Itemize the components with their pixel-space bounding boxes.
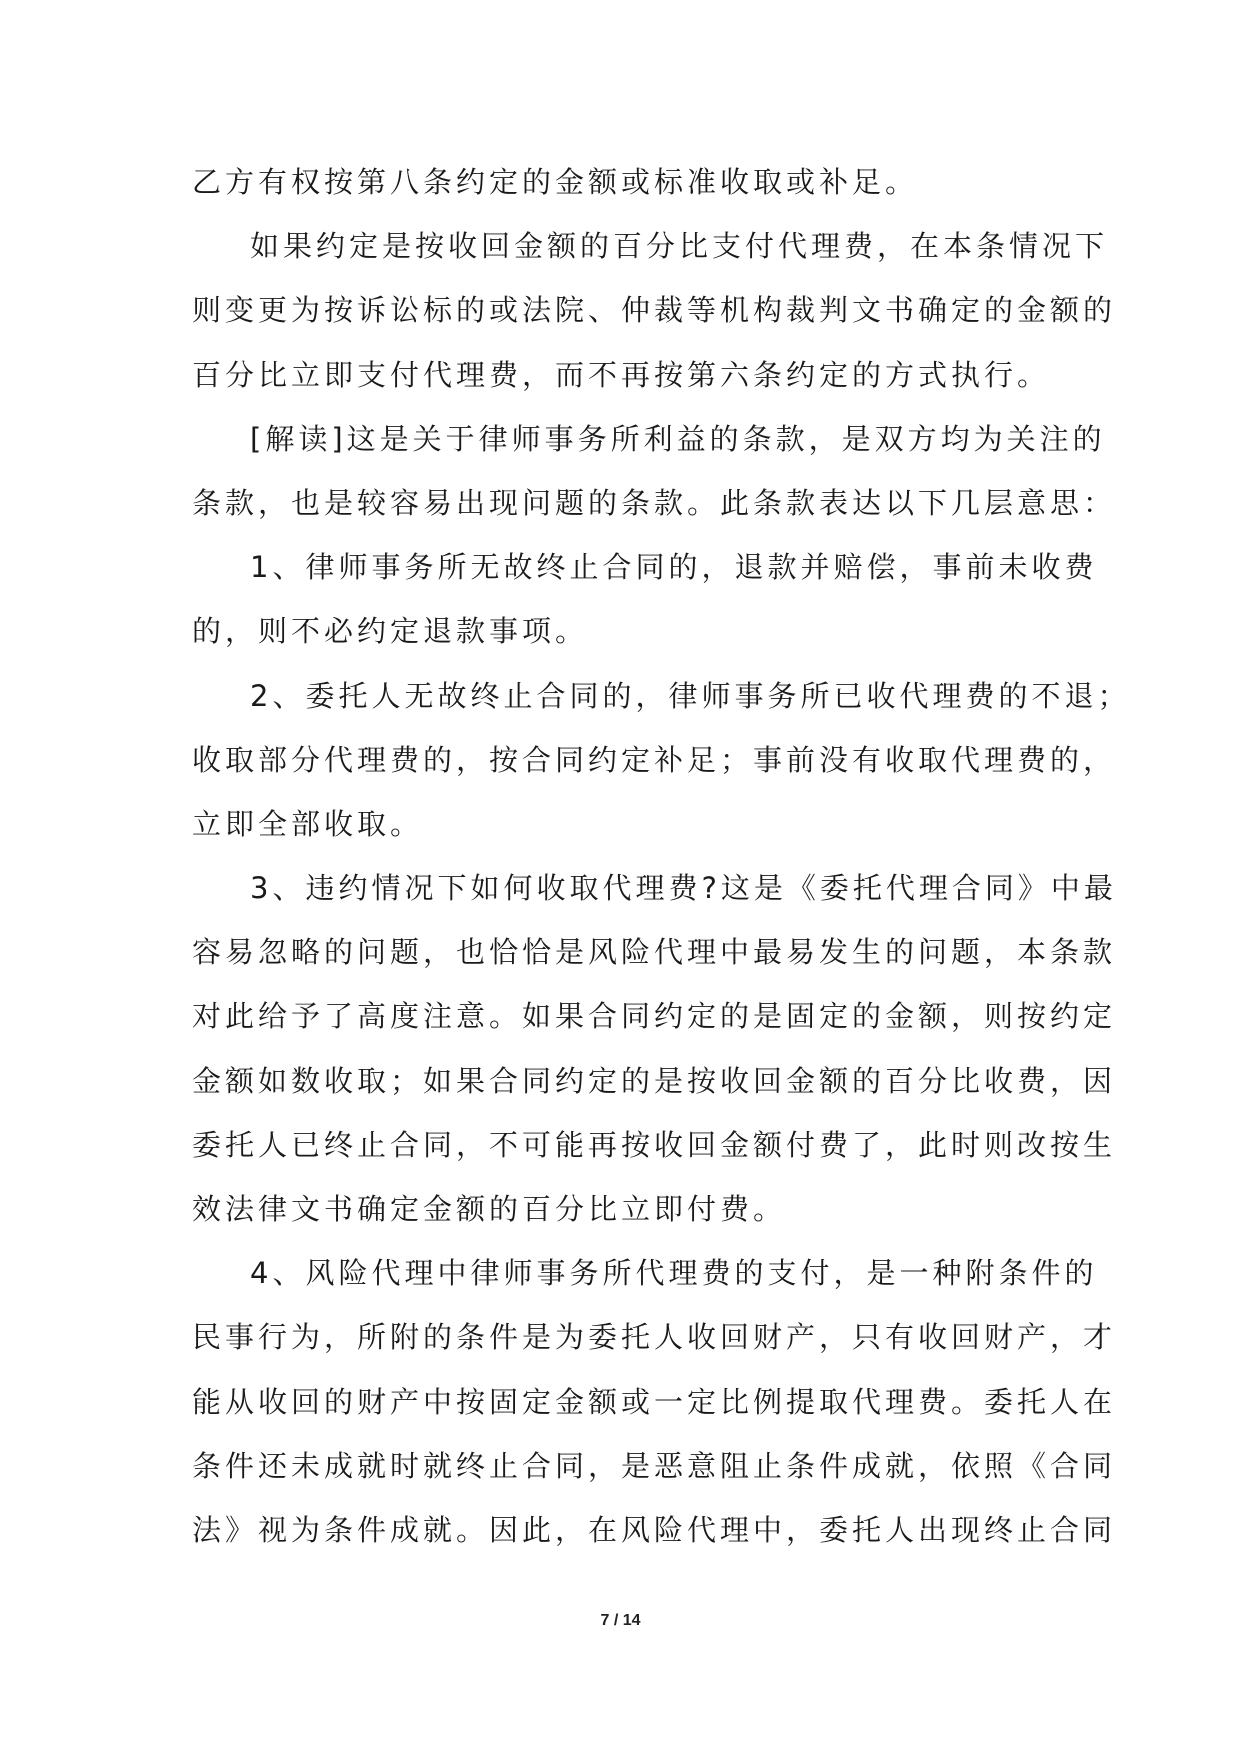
text-line: 如果约定是按收回金额的百分比支付代理费，在本条情况下 [250,229,1109,264]
text-line: 法》视为条件成就。因此，在风险代理中，委托人出现终止合同 [192,1512,1117,1547]
text-line: 金额如数收取；如果合同约定的是按收回金额的百分比收费，因 [192,1063,1117,1098]
text-line: 百分比立即支付代理费，而不再按第六条约定的方式执行。 [192,357,1051,392]
text-line: 委托人已终止合同，不可能再按收回金额付费了，此时则改按生 [192,1127,1117,1162]
text-line: 乙方有权按第八条约定的金额或标准收取或补足。 [192,165,919,199]
text-line: 1、律师事务所无故终止合同的，退款并赔偿，事前未收费 [250,550,1098,585]
text-line: 能从收回的财产中按固定金额或一定比例提取代理费。委托人在 [192,1384,1117,1419]
text-line: [解读]这是关于律师事务所利益的条款，是双方均为关注的 [250,421,1106,456]
page-number: 7 / 14 [600,1612,641,1629]
text-line: 条款，也是较容易出现问题的条款。此条款表达以下几层意思： [192,485,1117,520]
text-line: 条件还未成就时就终止合同，是恶意阻止条件成就，依照《合同 [192,1448,1117,1483]
text-line: 对此给予了高度注意。如果合同约定的是固定的金额，则按约定 [192,999,1117,1034]
text-line: 容易忽略的问题，也恰恰是风险代理中最易发生的问题，本条款 [192,935,1117,970]
text-line: 则变更为按诉讼标的或法院、仲裁等机构裁判文书确定的金额的 [192,293,1117,328]
text-line: 收取部分代理费的，按合同约定补足；事前没有收取代理费的， [192,742,1117,777]
text-line: 立即全部收取。 [192,806,424,841]
text-line: 2、委托人无故终止合同的，律师事务所已收代理费的不退； [250,678,1131,713]
text-line: 3、违约情况下如何收取代理费?这是《委托代理合同》中最 [250,871,1117,906]
text-line: 民事行为，所附的条件是为委托人收回财产，只有收回财产，才 [192,1320,1117,1355]
text-line: 效法律文书确定金额的百分比立即付费。 [192,1192,787,1226]
text-line: 的，则不必约定退款事项。 [192,614,589,649]
body-text [192,150,1131,1562]
text-line: 4、风险代理中律师事务所代理费的支付，是一种附条件的 [250,1256,1098,1291]
